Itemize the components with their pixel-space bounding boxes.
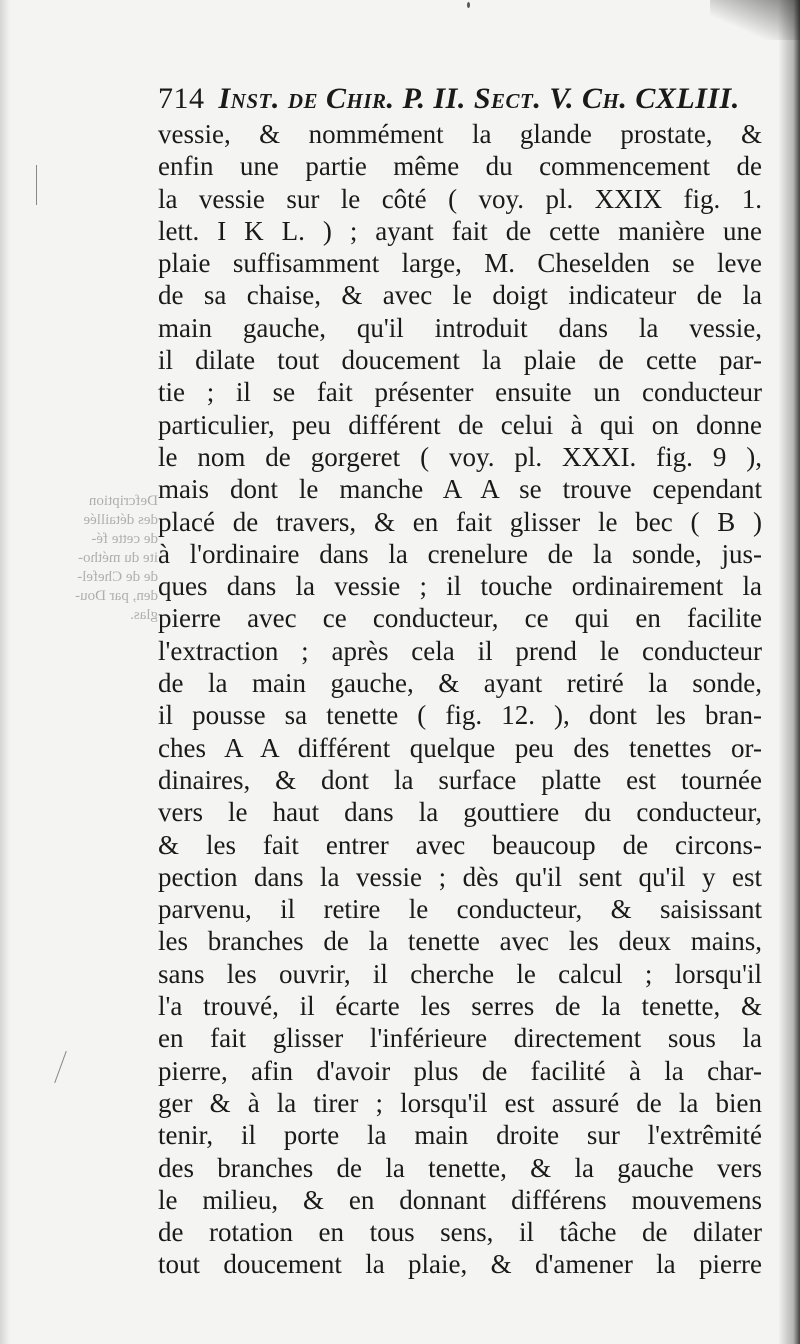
text-line: tie ; il se fait présenter ensuite un conducteur xyxy=(158,377,762,408)
text-line: pierre avec ce conducteur, ce qui en facilite xyxy=(158,603,762,634)
text-line: pierre, afin d'avoir plus de facilité à la char- xyxy=(158,1055,762,1086)
text-line: main gauche, qu'il introduit dans la vessie, xyxy=(158,312,762,343)
running-title: Inst. de Chir. P. II. Sect. V. Ch. CXLIII. xyxy=(218,82,740,115)
ink-speck xyxy=(467,2,470,8)
running-header xyxy=(158,82,738,116)
text-line: lett. I K L. ) ; ayant fait de cette manière une xyxy=(158,215,762,246)
text-line: tout doucement la plaie, & d'amener la pierre xyxy=(158,1249,762,1280)
text-line: vers le haut dans la gouttiere du conducteur, xyxy=(158,797,762,828)
text-line: de la main gauche, & ayant retiré la sonde, xyxy=(158,668,762,699)
text-line: ches A A différent quelque peu des tenettes or- xyxy=(158,732,762,763)
text-line: dinaires, & dont la surface platte est tournée xyxy=(158,764,762,795)
scan-shadow-corner xyxy=(710,0,800,40)
text-line: & les fait entrer avec beaucoup de circons- xyxy=(158,829,762,860)
text-line: tenir, il porte la main droite sur l'extrêmité xyxy=(158,1120,762,1151)
text-line: de sa chaise, & avec le doigt indicateur de la xyxy=(158,280,762,311)
body-text xyxy=(158,118,762,1281)
margin-mark xyxy=(36,165,37,205)
text-line: en fait glisser l'inférieure directement sous la xyxy=(158,1023,762,1054)
text-line: plaie suffisamment large, M. Cheselden se leve xyxy=(158,248,762,279)
text-line: pection dans la vessie ; dès qu'il sent qu'il y est xyxy=(158,861,762,892)
text-line: placé de travers, & en fait glisser le bec ( B ) xyxy=(158,506,762,537)
text-line: sans les ouvrir, il cherche le calcul ; lorsqu'il xyxy=(158,958,762,989)
text-line: l'a trouvé, il écarte les serres de la tenette, & xyxy=(158,991,762,1022)
page-number: 714 xyxy=(158,82,205,115)
show-through-text: Defcription des détaillée de cette fé- ite du métho- de de Chefel- den, par Dou- glas. xyxy=(75,493,158,623)
text-line: le nom de gorgeret ( voy. pl. XXXI. fig. 9 ), xyxy=(158,441,762,472)
text-line: de rotation en tous sens, il tâche de dilater xyxy=(158,1217,762,1248)
text-line: mais dont le manche A A se trouve cependant xyxy=(158,474,762,505)
scan-shadow-left xyxy=(0,0,10,1344)
text-line: enfin une partie même du commencement de xyxy=(158,151,762,182)
text-line: vessie, & nommément la glande prostate, & xyxy=(158,119,762,149)
text-line: la vessie sur le côté ( voy. pl. XXIX fig. 1. xyxy=(158,183,762,214)
text-line: particulier, peu différent de celui à qui on donne xyxy=(158,409,762,440)
text-line: ques dans la vessie ; il touche ordinairement la xyxy=(158,571,762,602)
text-line: parvenu, il retire le conducteur, & saisissant xyxy=(158,894,762,925)
margin-mark xyxy=(54,1051,67,1083)
text-line: le milieu, & en donnant différens mouvemens xyxy=(158,1184,762,1215)
text-line: ger & à la tirer ; lorsqu'il est assuré de la bien xyxy=(158,1087,762,1118)
text-line: à l'ordinaire dans la crenelure de la sonde, jus- xyxy=(158,538,762,569)
scan-shadow-right xyxy=(778,0,800,1344)
text-line: il dilate tout doucement la plaie de cette par- xyxy=(158,345,762,376)
text-line: des branches de la tenette, & la gauche vers xyxy=(158,1152,762,1183)
text-line: les branches de la tenette avec les deux mains, xyxy=(158,926,762,957)
text-line: il pousse sa tenette ( fig. 12. ), dont les bran- xyxy=(158,700,762,731)
text-line: l'extraction ; après cela il prend le conducteur xyxy=(158,635,762,666)
